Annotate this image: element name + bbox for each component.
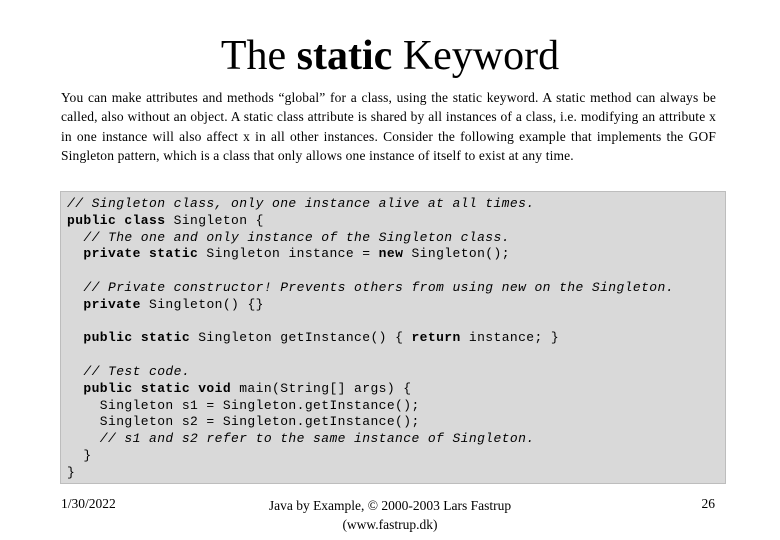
footer-date: 1/30/2022 — [61, 496, 116, 511]
code-text — [67, 297, 83, 312]
code-text: main(String[] args) { — [231, 380, 412, 396]
code-listing — [67, 196, 674, 482]
footer-credit-line2: (www.fastrup.dk) — [342, 517, 438, 532]
code-text — [67, 246, 83, 261]
code-line — [67, 213, 674, 230]
code-line — [67, 263, 674, 280]
code-keyword: public class — [67, 212, 166, 228]
code-line — [67, 414, 674, 431]
code-text: } — [67, 464, 76, 480]
code-block — [60, 191, 726, 484]
code-text: Singleton(); — [403, 246, 510, 262]
code-comment: // Singleton class, only one instance alive at all times. — [67, 196, 535, 211]
title-suffix: Keyword — [392, 33, 560, 79]
code-line — [67, 297, 674, 314]
code-keyword: public static void — [83, 380, 232, 396]
code-line — [67, 314, 674, 331]
code-line — [67, 280, 674, 297]
code-line — [67, 448, 674, 465]
code-line — [67, 347, 674, 364]
intro-paragraph: You can make attributes and methods “global” for a class, using the static keyword. A static method can always be called, also without an object. A static class attribute is shared by all instances of a class, i.e. modifying an attribute x in one instance will also affect x in all other instances. Consider the following example that implements the GOF Singleton pattern, which is a class that only allows one instance of itself to exist at any time. — [61, 90, 716, 163]
footer-credit — [230, 496, 550, 534]
code-keyword: private static — [83, 246, 199, 262]
code-text: Singleton getInstance() { — [190, 330, 412, 346]
code-comment: // The one and only instance of the Singleton class. — [67, 229, 510, 245]
code-text — [67, 330, 83, 345]
title-keyword: static — [296, 33, 393, 79]
code-text: Singleton { — [165, 212, 264, 228]
code-line — [67, 381, 674, 398]
code-line — [67, 230, 674, 247]
code-line — [67, 465, 674, 482]
code-keyword: new — [378, 246, 404, 262]
code-comment: // Private constructor! Prevents others from using new on the Singleton. — [67, 279, 674, 295]
page-number: 26 — [701, 496, 715, 511]
code-comment: // s1 and s2 refer to the same instance of Singleton. — [67, 431, 535, 447]
code-text: Singleton instance = — [198, 246, 379, 262]
code-line — [67, 330, 674, 347]
code-text — [67, 381, 83, 396]
code-text: Singleton() {} — [140, 296, 264, 312]
code-text: instance; } — [460, 330, 560, 346]
code-text: } — [67, 447, 92, 463]
footer-credit-line1: Java by Example, © 2000-2003 Lars Fastrup — [268, 498, 512, 513]
code-keyword: public static — [83, 330, 191, 346]
code-line — [67, 246, 674, 263]
code-line — [67, 364, 674, 381]
slide-title — [0, 30, 780, 82]
code-text: Singleton s2 = Singleton.getInstance(); — [67, 414, 420, 430]
title-prefix: The — [220, 33, 297, 79]
code-line — [67, 431, 674, 448]
code-comment: // Test code. — [67, 363, 191, 379]
code-keyword: private — [83, 296, 141, 312]
code-keyword: return — [411, 330, 461, 346]
code-line — [67, 196, 674, 213]
code-text: Singleton s1 = Singleton.getInstance(); — [67, 397, 420, 413]
code-line — [67, 398, 674, 415]
